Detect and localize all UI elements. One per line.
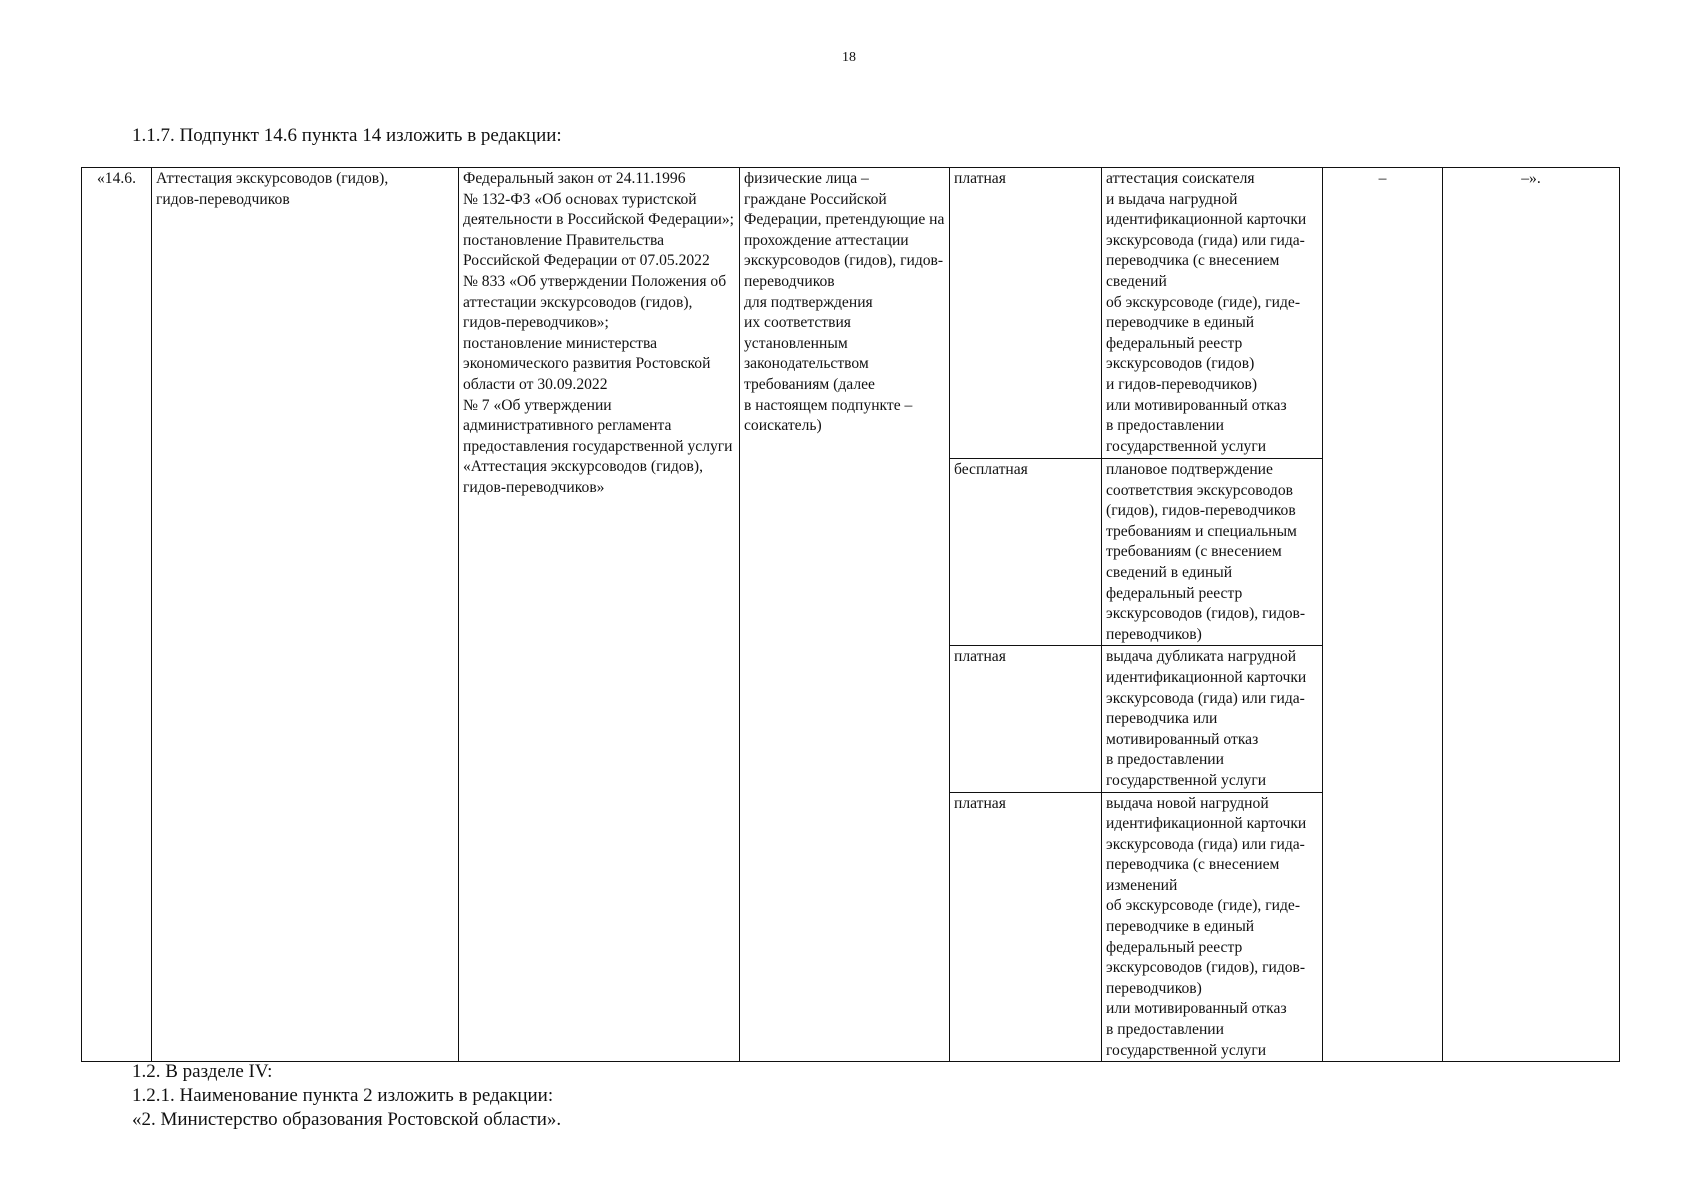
service-name-text: Аттестация экскурсоводов (гидов), гидов-переводчиков <box>156 170 389 208</box>
payment-cell: бесплатная <box>950 459 1102 646</box>
legal-basis-text: Федеральный закон от 24.11.1996 № 132-ФЗ «Об основах туристской деятельности в Российской Федерации»; постановление Правительства Российской Федерации от 07.05.2022 № 833 «Об утверждении Положения об аттестации экскурсоводов (гидов), гидов-переводчиков»; постановление министерства экономического развития Ростовской области от 30.09.2022 № 7 «Об утверждении административного регламента предоставления государственной услуги «Аттестация экскурсоводов (гидов), гидов-переводчиков» <box>463 170 734 496</box>
result-text: аттестация соискателя и выдача нагрудной идентификационной карточки экскурсовода (гида) или гида-переводчика (с внесением сведений об экскурсоводе (гиде), гиде-переводчике в единый федеральный реестр экскурсоводов (гидов) и гидов-переводчиков) или мотивированный отказ в предоставлении государственной услуги <box>1106 170 1307 455</box>
section-1-2-heading: 1.2. В разделе IV: <box>132 1061 273 1082</box>
section-heading-1-1-7: 1.1.7. Подпункт 14.6 пункта 14 изложить в редакции: <box>132 125 562 146</box>
following-paragraphs <box>132 1060 561 1132</box>
payment-cell: платная <box>950 168 1102 459</box>
payment-cell: платная <box>950 646 1102 792</box>
applicants-text: физические лица – граждане Российской Федерации, претендующие на прохождение аттестации экскурсоводов (гидов), гидов- переводчиков для подтверждения их соответствия установленным законодательством требованиям (далее в настоящем подпункте – соискатель) <box>744 170 945 435</box>
column-9-cell: –». <box>1443 168 1620 1062</box>
new-item-2-text: «2. Министерство образования Ростовской области». <box>132 1109 562 1130</box>
result-cell <box>1102 646 1323 792</box>
legal-basis-cell <box>459 168 740 1062</box>
service-name-cell <box>152 168 459 1062</box>
result-cell <box>1102 168 1323 459</box>
result-text: выдача новой нагрудной идентификационной карточки экскурсовода (гида) или гида-переводчика (с внесением изменений об экскурсоводе (гиде), гиде-переводчике в единый федеральный реестр экскурсоводов (гидов), гидов-переводчиков) или мотивированный отказ в предоставлении государственной услуги <box>1106 794 1307 1059</box>
page-number: 18 <box>842 50 856 65</box>
payment-cell: платная <box>950 792 1102 1062</box>
result-cell <box>1102 459 1323 646</box>
result-cell <box>1102 792 1323 1062</box>
applicants-cell <box>740 168 950 1062</box>
result-text: выдача дубликата нагрудной идентификационной карточки экскурсовода (гида) или гида-переводчика или мотивированный отказ в предоставлении государственной услуги <box>1106 648 1307 789</box>
section-1-2-1-heading: 1.2.1. Наименование пункта 2 изложить в редакции: <box>132 1085 554 1106</box>
services-table <box>81 167 1620 1062</box>
row-number-cell: «14.6. <box>82 168 152 1062</box>
column-8-cell: – <box>1323 168 1443 1062</box>
result-text: плановое подтверждение соответствия экскурсоводов (гидов), гидов-переводчиков требованиям и специальным требованиям (с внесением сведений в единый федеральный реестр экскурсоводов (гидов), гидов-переводчиков) <box>1106 461 1306 643</box>
